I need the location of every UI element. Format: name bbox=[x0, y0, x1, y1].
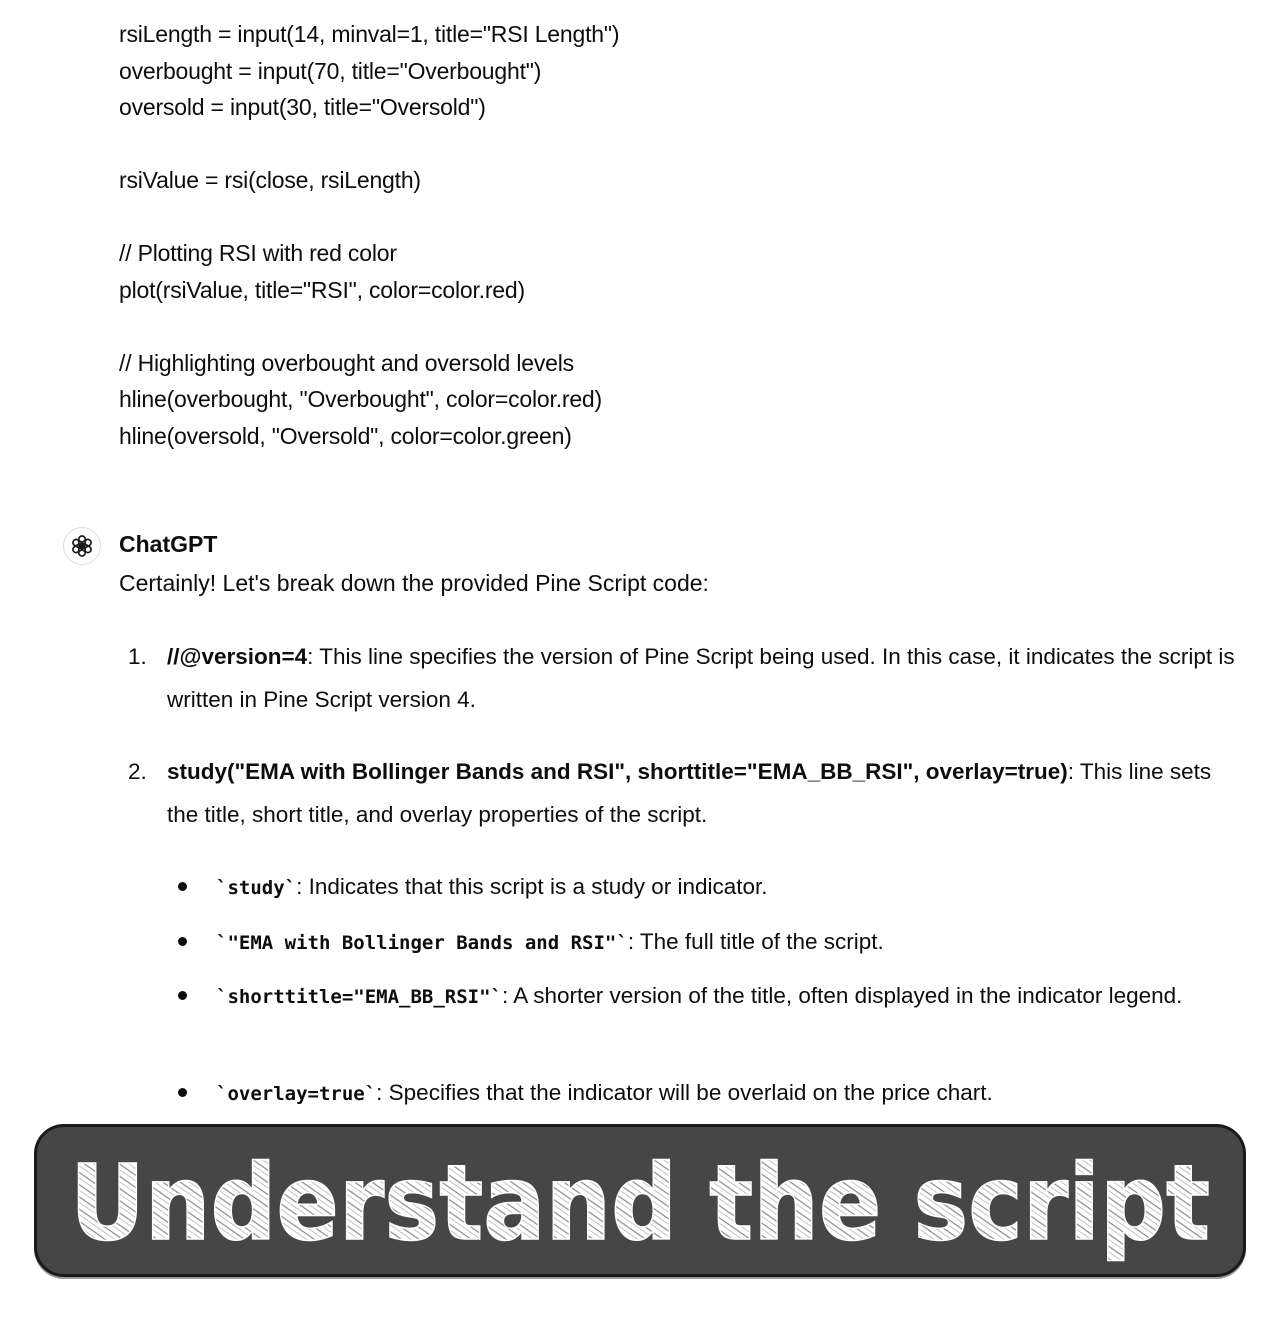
bullet-code: `overlay=true` bbox=[216, 1083, 377, 1105]
code-line: // Plotting RSI with red color bbox=[119, 240, 397, 266]
openai-logo-icon bbox=[63, 527, 101, 565]
list-number: 1. bbox=[128, 644, 147, 669]
bullet-dot bbox=[178, 882, 187, 891]
bullet-item-study bbox=[175, 865, 1235, 910]
openai-logo-icon-svg bbox=[69, 533, 95, 559]
bullet-item-title bbox=[175, 920, 1235, 965]
code-line: rsiValue = rsi(close, rsiLength) bbox=[119, 167, 421, 193]
code-line: overbought = input(70, title="Overbought") bbox=[119, 57, 542, 84]
bullet-code: `shorttitle="EMA_BB_RSI"` bbox=[216, 986, 502, 1008]
code-line: oversold = input(30, title="Oversold") bbox=[119, 94, 486, 120]
bullet-text: : Indicates that this script is a study or indicator. bbox=[296, 874, 768, 899]
bullet-dot bbox=[178, 991, 187, 1000]
code-line: plot(rsiValue, title="RSI", color=color.red) bbox=[119, 276, 525, 303]
bullet-code: `"EMA with Bollinger Bands and RSI"` bbox=[216, 932, 628, 954]
bullet-text: : The full title of the script. bbox=[627, 929, 884, 954]
item-text: : This line sets the title, short title, and overlay properties of the script. bbox=[167, 759, 1212, 827]
bullet-text: : A shorter version of the title, often displayed in the indicator legend. bbox=[501, 983, 1183, 1008]
item-code: //@version=4 bbox=[167, 644, 308, 669]
code-blank-line bbox=[119, 126, 1219, 163]
code-line: // Highlighting overbought and oversold levels bbox=[119, 349, 574, 376]
bullet-dot bbox=[178, 937, 187, 946]
title-banner bbox=[34, 1124, 1246, 1277]
code-blank-line bbox=[119, 308, 1219, 345]
bullet-dot bbox=[178, 1088, 187, 1097]
bullet-text: : Specifies that the indicator will be overlaid on the price chart. bbox=[376, 1080, 993, 1105]
code-line: hline(oversold, "Oversold", color=color.green) bbox=[119, 422, 572, 449]
assistant-name: ChatGPT bbox=[119, 531, 218, 557]
user-code-message bbox=[119, 16, 1219, 454]
assistant-intro: Certainly! Let's break down the provided Pine Script code: bbox=[119, 570, 709, 596]
item-text: : This line specifies the version of Pine Script being used. In this case, it indicates the script is written in Pine Script version 4. bbox=[167, 644, 1235, 712]
list-item-version bbox=[128, 635, 1238, 721]
item-code: study("EMA with Bollinger Bands and RSI", shorttitle="EMA_BB_RSI", overlay=true) bbox=[167, 759, 1068, 784]
bullet-item-overlay bbox=[175, 1071, 1235, 1116]
code-blank-line bbox=[119, 199, 1219, 236]
banner-text-graphic bbox=[37, 1127, 1243, 1274]
list-number: 2. bbox=[128, 759, 147, 784]
code-line: hline(overbought, "Overbought", color=color.red) bbox=[119, 386, 602, 412]
list-item-study bbox=[128, 750, 1238, 836]
bullet-item-shorttitle bbox=[175, 974, 1235, 1019]
bullet-code: `study` bbox=[216, 877, 297, 899]
code-line: rsiLength = input(14, minval=1, title="RSI Length") bbox=[119, 21, 620, 47]
banner-title: Understand the script bbox=[70, 1142, 1210, 1264]
